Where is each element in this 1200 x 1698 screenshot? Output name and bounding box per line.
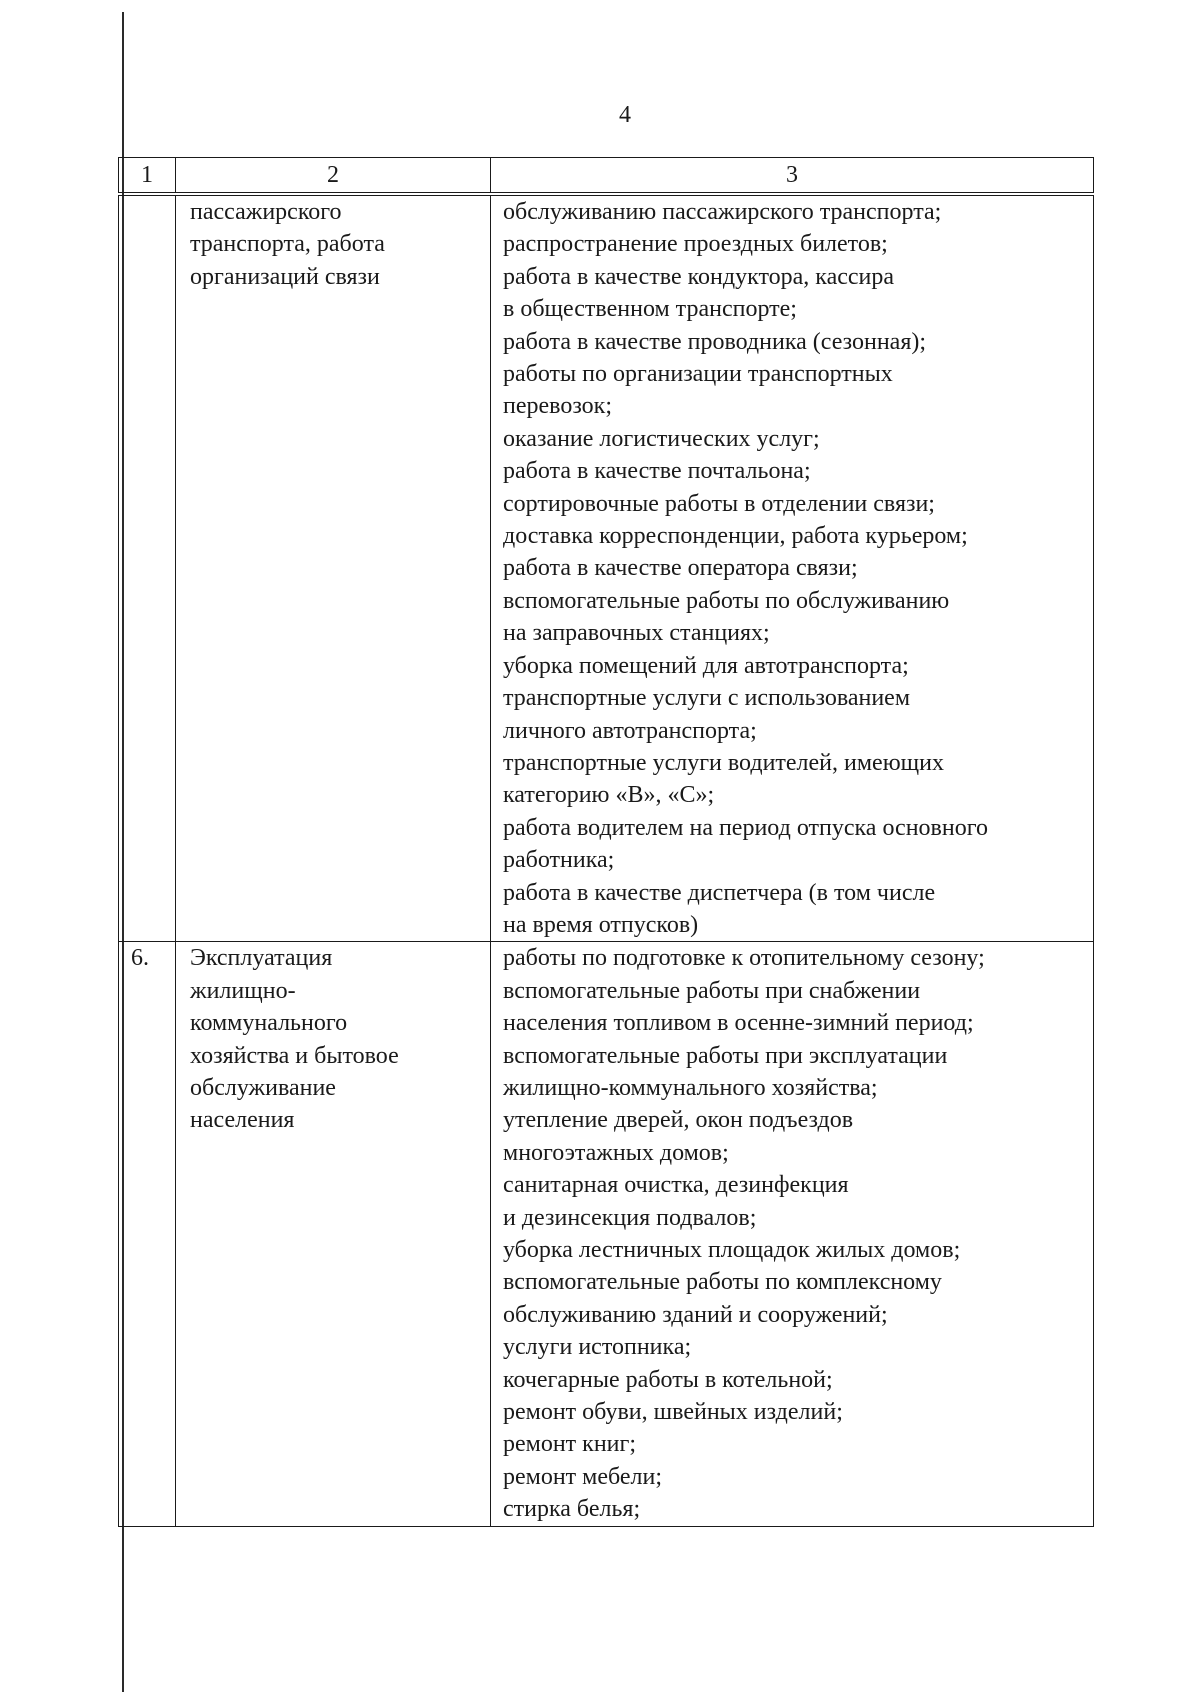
row-number: 6. xyxy=(119,942,176,1526)
cell-line: транспортные услуги с использованием xyxy=(503,685,911,712)
cell-line: работа в качестве диспетчера (в том числе xyxy=(503,879,936,906)
cell-line: работа в качестве почтальона; xyxy=(503,458,811,485)
cell-line: обслуживанию пассажирского транспорта; xyxy=(503,199,942,225)
cell-line: распространение проездных билетов; xyxy=(503,231,888,258)
cell-line: категорию «В», «С»; xyxy=(503,782,715,809)
cell-line: вспомогательные работы при снабжении xyxy=(503,977,921,1004)
cell-line: работа в качестве оператора связи; xyxy=(503,555,858,582)
cell-line: обслуживанию зданий и сооружений; xyxy=(503,1301,888,1328)
cell-line: на время отпусков) xyxy=(503,911,699,938)
cell-line: сортировочные работы в отделении связи; xyxy=(503,490,935,517)
cell-line: пассажирского xyxy=(190,199,342,225)
cell-line: кочегарные работы в котельной; xyxy=(503,1366,833,1393)
cell-line: уборка лестничных площадок жилых домов; xyxy=(503,1237,961,1263)
works-table xyxy=(118,157,1094,1527)
cell-line: транспорта, работа xyxy=(190,231,385,258)
cell-line: оказание логистических услуг; xyxy=(503,425,820,452)
header-col-1: 1 xyxy=(119,158,176,195)
cell-line: стирка белья; xyxy=(503,1496,641,1523)
header-col-2: 2 xyxy=(176,158,491,195)
cell-line: коммунального xyxy=(190,1010,348,1037)
cell-line: вспомогательные работы по комплексному xyxy=(503,1269,942,1296)
cell-line: хозяйства и бытовое xyxy=(190,1042,399,1069)
cell-line: на заправочных станциях; xyxy=(503,620,770,647)
page-number: 4 xyxy=(619,102,631,128)
cell-line: ремонт мебели; xyxy=(503,1463,663,1490)
cell-line: населения топливом в осенне-зимний период; xyxy=(503,1010,974,1037)
cell-line: транспортные услуги водителей, имеющих xyxy=(503,749,944,776)
cell-line: работы по подготовке к отопительному сезону; xyxy=(503,945,985,972)
cell-line: работа в качестве проводника (сезонная); xyxy=(503,328,927,355)
cell-line: жилищно- xyxy=(190,977,296,1004)
cell-line: ремонт книг; xyxy=(503,1431,637,1458)
cell-line: вспомогательные работы при эксплуатации xyxy=(503,1042,948,1069)
header-col-3: 3 xyxy=(491,158,1094,195)
cell-line: перевозок; xyxy=(503,393,612,420)
cell-line: санитарная очистка, дезинфекция xyxy=(503,1172,849,1199)
cell-line: многоэтажных домов; xyxy=(503,1139,729,1166)
works-cell xyxy=(491,194,1094,942)
cell-line: утепление дверей, окон подъездов xyxy=(503,1107,854,1134)
cell-line: вспомогательные работы по обслуживанию xyxy=(503,587,950,614)
table-header-row xyxy=(119,158,1094,195)
cell-line: работника; xyxy=(503,847,615,874)
cell-line: доставка корреспонденции, работа курьером; xyxy=(503,523,968,550)
cell-line: жилищно-коммунального хозяйства; xyxy=(503,1074,878,1101)
table-row xyxy=(119,194,1094,942)
cell-line: работы по организации транспортных xyxy=(503,361,893,388)
cell-line: обслуживание xyxy=(190,1074,336,1101)
cell-line: услуги истопника; xyxy=(503,1334,692,1361)
cell-line: уборка помещений для автотранспорта; xyxy=(503,652,909,679)
category-cell xyxy=(176,942,491,1526)
cell-line: населения xyxy=(190,1107,295,1134)
category-cell xyxy=(176,194,491,942)
row-number xyxy=(119,194,176,942)
cell-line: Эксплуатация xyxy=(190,945,333,972)
cell-line: личного автотранспорта; xyxy=(503,717,757,744)
cell-line: работа водителем на период отпуска основного xyxy=(503,814,988,841)
cell-line: организаций связи xyxy=(190,263,380,290)
table-row xyxy=(119,942,1094,1526)
cell-line: работа в качестве кондуктора, кассира xyxy=(503,263,895,290)
cell-line: и дезинсекция подвалов; xyxy=(503,1204,757,1231)
works-cell xyxy=(491,942,1094,1526)
cell-line: ремонт обуви, швейных изделий; xyxy=(503,1399,843,1426)
cell-line: в общественном транспорте; xyxy=(503,296,797,323)
